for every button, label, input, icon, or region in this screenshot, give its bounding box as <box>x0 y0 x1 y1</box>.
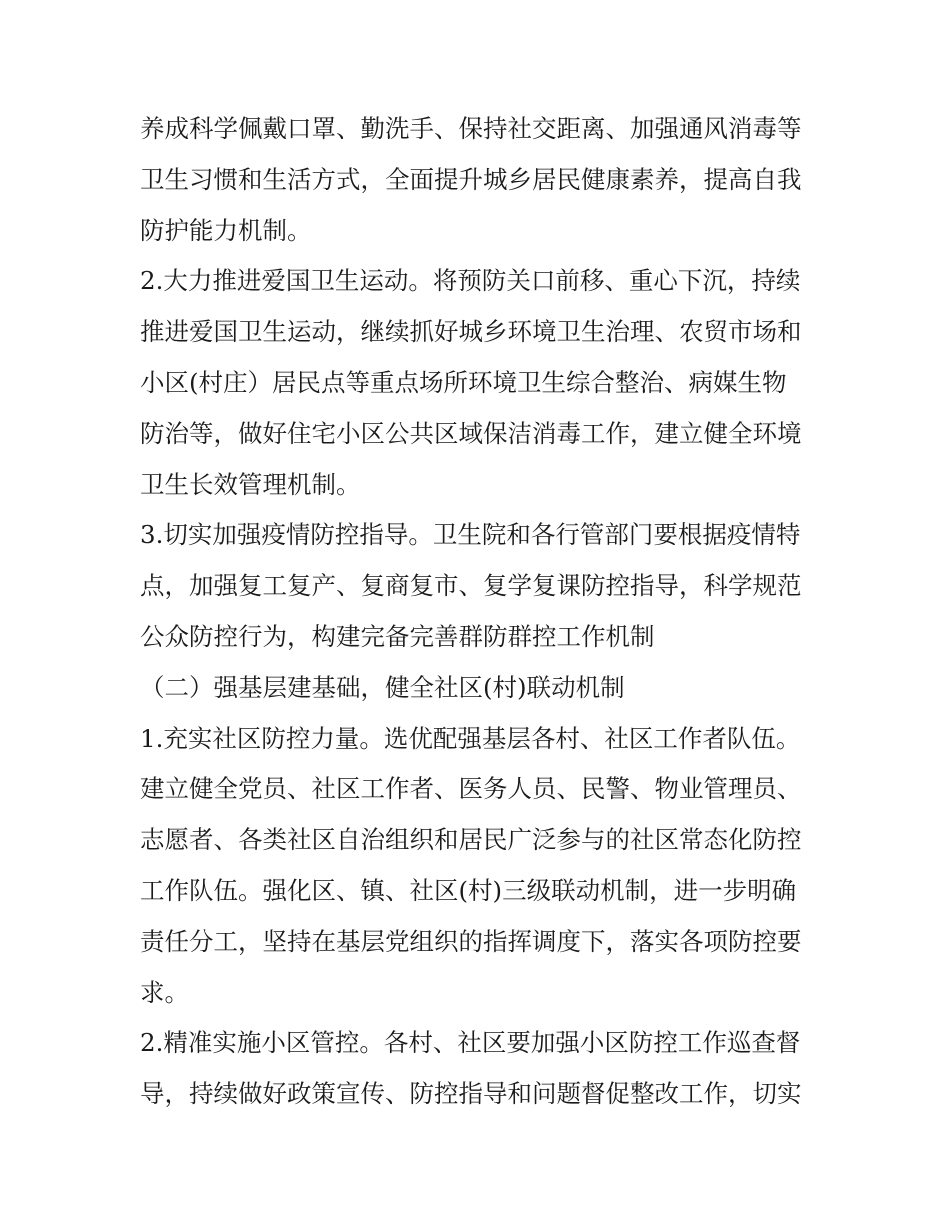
text-line: 工作队伍。强化区、镇、社区(村)三级联动机制，进一步明确 <box>140 875 797 905</box>
text-line: 3.切实加强疫情防控指导。卫生院和各行管部门要根据疫情特 <box>140 520 801 550</box>
text-line: 责任分工，坚持在基层党组织的指挥调度下，落实各项防控要 <box>140 926 802 956</box>
text-line: 点，加强复工复产、复商复市、复学复课防控指导，科学规范 <box>140 571 802 601</box>
body-text <box>140 104 840 1120</box>
text-line: 卫生习惯和生活方式，全面提升城乡居民健康素养，提高自我 <box>140 164 802 194</box>
text-line: 小区(村庄）居民点等重点场所环境卫生综合整治、病媒生物 <box>140 367 787 397</box>
text-line: 2.大力推进爱国卫生运动。将预防关口前移、重心下沉，持续 <box>140 266 801 296</box>
section-heading: （二）强基层建基础，健全社区(村)联动机制 <box>140 672 625 702</box>
text-line: 养成科学佩戴口罩、勤洗手、保持社交距离、加强通风消毒等 <box>140 114 802 143</box>
text-line: 求。 <box>140 977 189 1007</box>
text-line: 公众防控行为，构建完备完善群防群控工作机制 <box>140 621 655 651</box>
text-line: 建立健全党员、社区工作者、医务人员、民警、物业管理员、 <box>140 774 802 804</box>
text-line: 导，持续做好政策宣传、防控指导和问题督促整改工作，切实 <box>140 1079 802 1109</box>
text-line: 推进爱国卫生运动，继续抓好城乡环境卫生治理、农贸市场和 <box>140 317 802 347</box>
text-line: 防治等，做好住宅小区公共区域保洁消毒工作，建立健全环境 <box>140 418 802 448</box>
text-line: 志愿者、各类社区自治组织和居民广泛参与的社区常态化防控 <box>140 825 802 855</box>
text-line: 防护能力机制。 <box>140 215 312 245</box>
text-line: 1.充实社区防控力量。选优配强基层各村、社区工作者队伍。 <box>140 723 801 753</box>
text-line: 2.精准实施小区管控。各村、社区要加强小区防控工作巡查督 <box>140 1028 801 1058</box>
text-line: 卫生长效管理机制。 <box>140 469 361 499</box>
